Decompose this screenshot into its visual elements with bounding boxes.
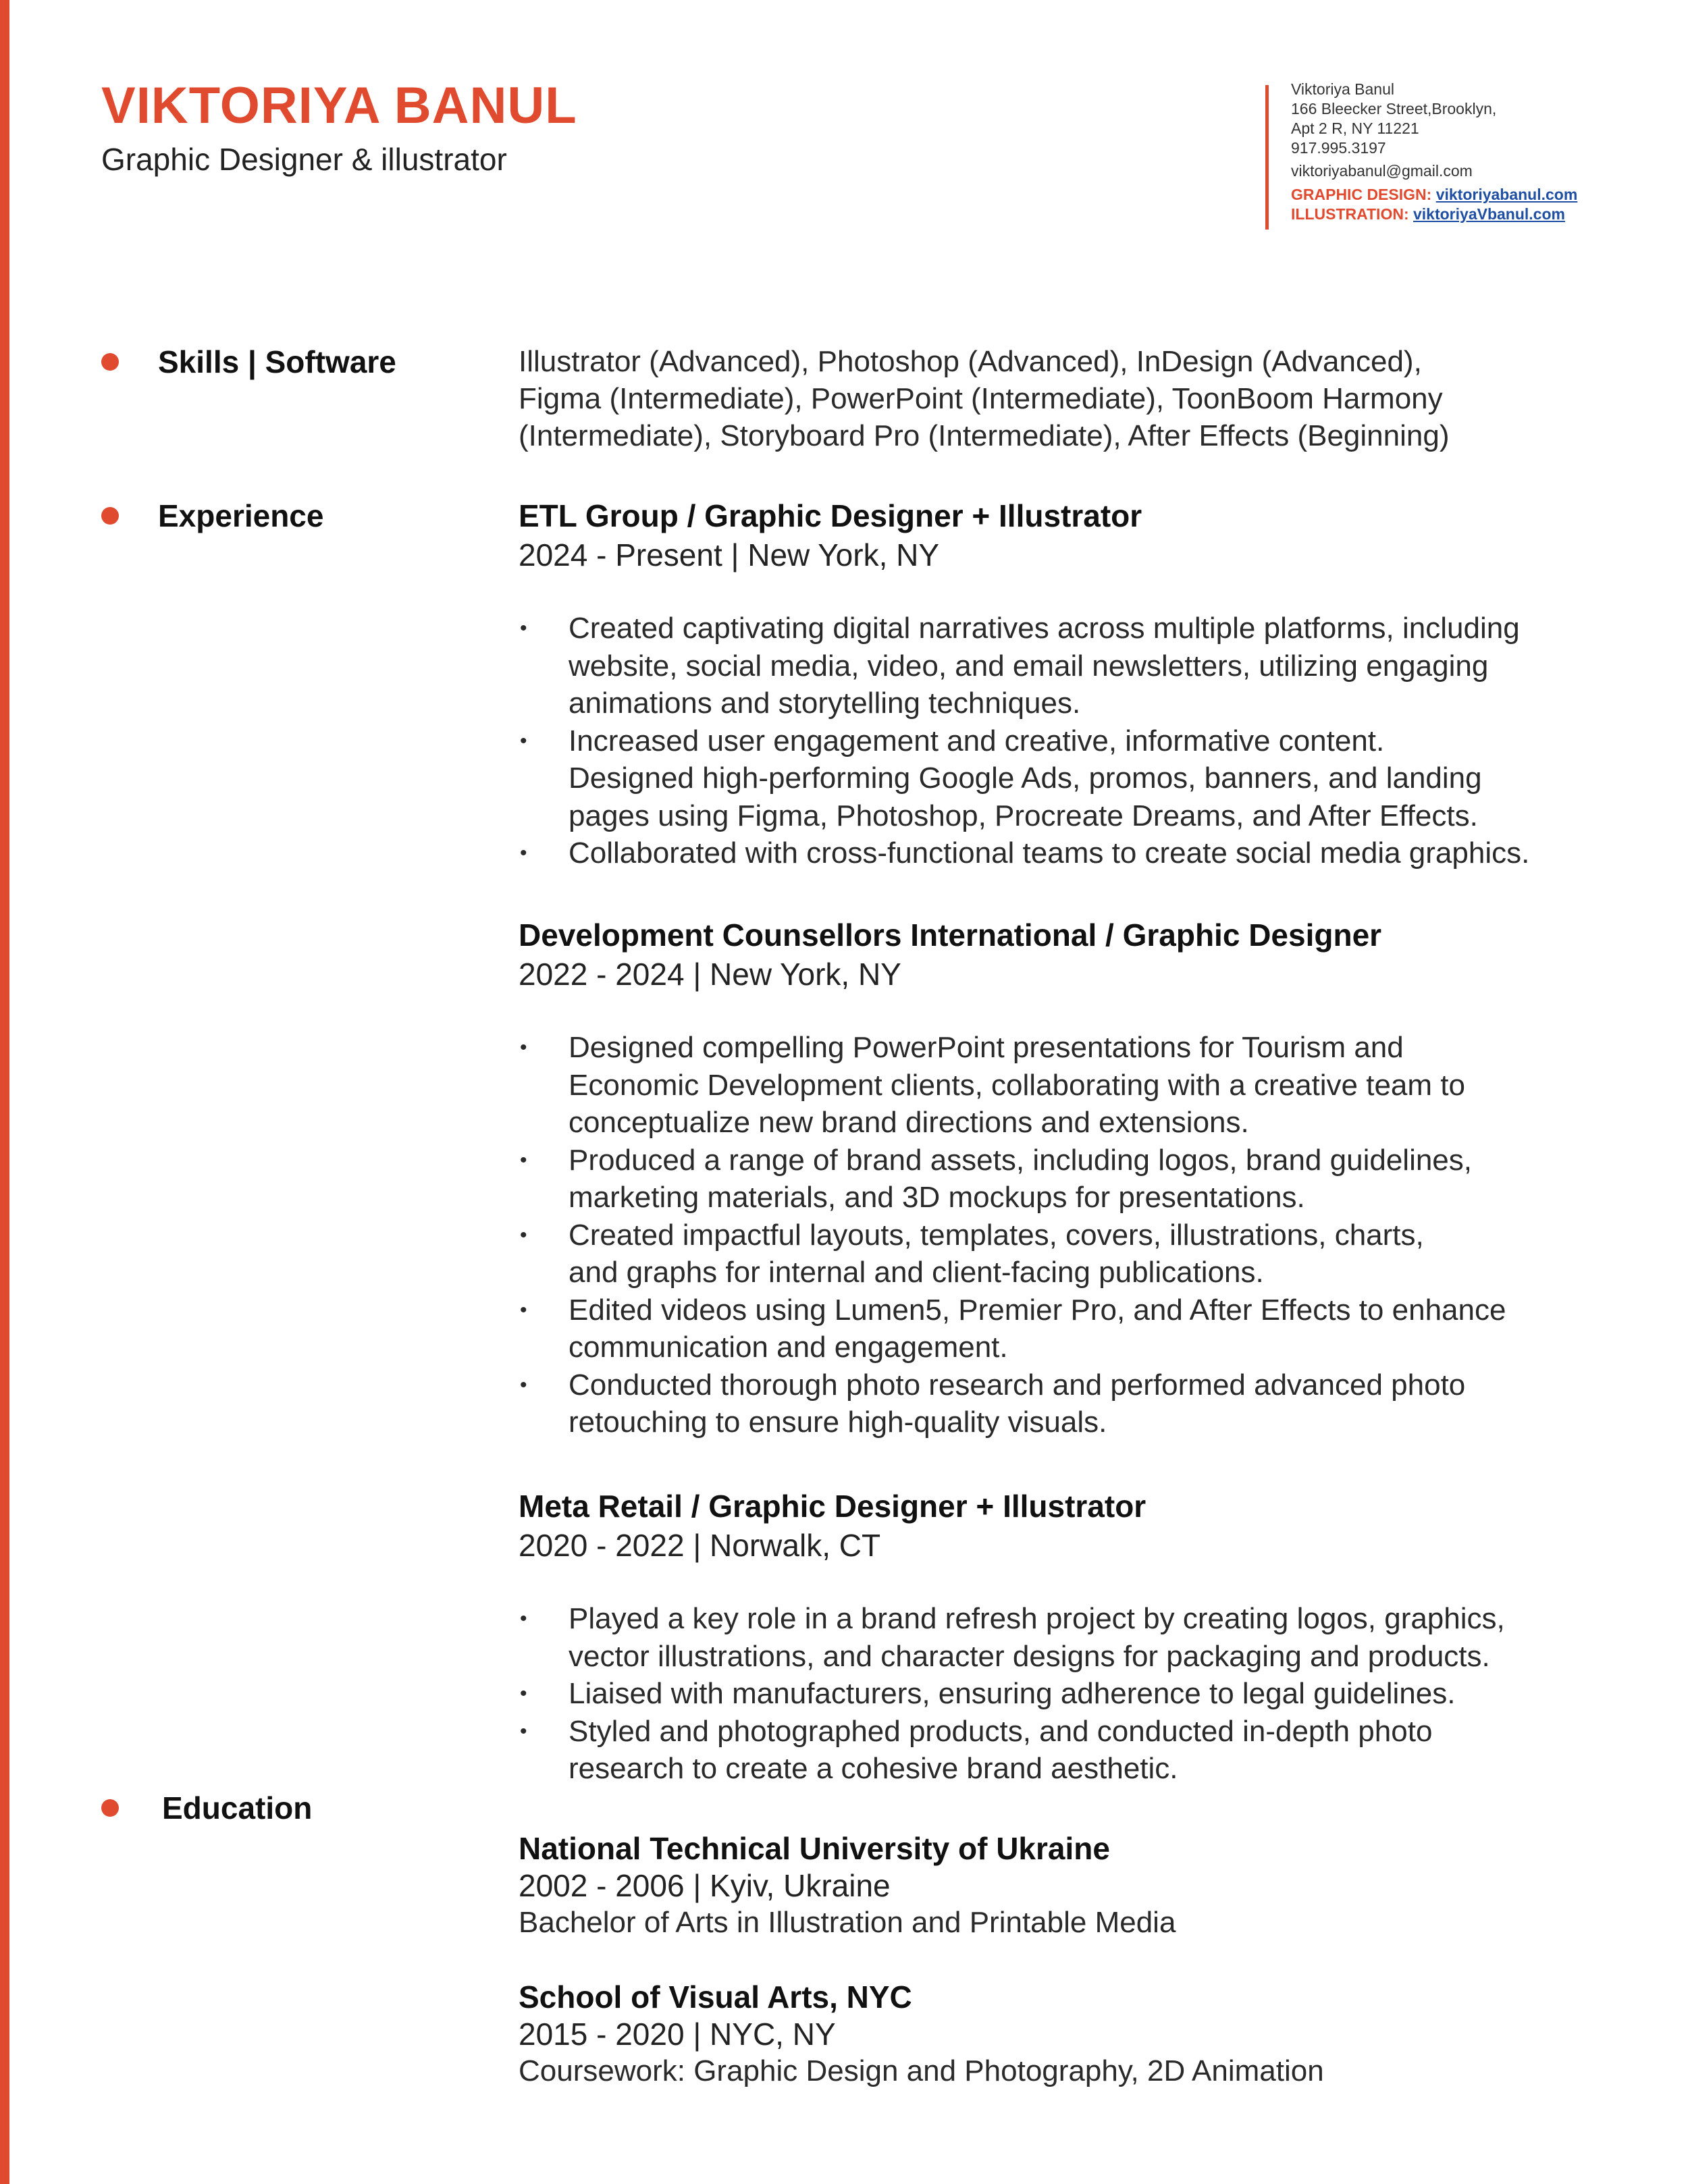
illustration-portfolio: [1291, 205, 1669, 224]
candidate-subtitle: Graphic Designer & illustrator: [101, 142, 507, 177]
list-item: [519, 1029, 1599, 1142]
list-item: [519, 1366, 1599, 1441]
education-sva: [519, 1977, 1599, 2089]
job-meta: 2024 - Present | New York, NY: [519, 537, 940, 572]
bullet-line: • Produced a range of brand assets, including logos, brand guidelines,: [569, 1143, 1473, 1177]
bullet-line: Economic Development clients, collaborating with a creative team to: [569, 1068, 1465, 1102]
graphic-design-link[interactable]: viktoriyabanul.com: [1435, 186, 1578, 203]
bullet-line: • Edited videos using Lumen5, Premier Pro, and After Effects to enhance: [569, 1293, 1506, 1327]
skills-content: [519, 343, 1599, 454]
list-item: [519, 1291, 1599, 1366]
bullet-line: vector illustrations, and character designs for packaging and products.: [569, 1639, 1490, 1673]
school-degree: Bachelor of Arts in Illustration and Printable Media: [519, 1906, 1176, 1939]
job-title: ETL Group / Graphic Designer + Illustrator: [519, 498, 1142, 533]
list-item: [519, 1217, 1599, 1291]
education-heading: [103, 1789, 312, 1827]
bullet-line: website, social media, video, and email newsletters, utilizing engaging: [569, 649, 1489, 683]
section-bullet-icon: [101, 353, 119, 371]
graphic-design-portfolio: [1291, 185, 1669, 205]
skills-line: Figma (Intermediate), PowerPoint (Intermediate), ToonBoom Harmony: [519, 382, 1443, 415]
contact-name: Viktoriya Banul: [1291, 80, 1394, 98]
list-item: [519, 834, 1599, 872]
skills-heading: [103, 343, 396, 381]
job-dci: [519, 915, 1599, 1441]
accent-bar: [0, 0, 9, 2184]
job-bullets: [519, 610, 1599, 872]
candidate-name: VIKTORIYA BANUL: [101, 77, 577, 134]
job-etl-group: [519, 496, 1599, 872]
bullet-line: • Created impactful layouts, templates, covers, illustrations, charts,: [569, 1218, 1424, 1252]
bullet-line: marketing materials, and 3D mockups for presentations.: [569, 1181, 1305, 1214]
bullet-line: • Increased user engagement and creative, informative content.: [569, 724, 1385, 757]
school-meta: 2015 - 2020 | NYC, NY: [519, 2017, 836, 2052]
job-meta: 2022 - 2024 | New York, NY: [519, 957, 901, 992]
section-bullet-icon: [101, 507, 119, 525]
school-name: School of Visual Arts, NYC: [519, 1979, 912, 2015]
job-bullets: [519, 1029, 1599, 1441]
contact-address-line2: Apt 2 R, NY 11221: [1291, 119, 1419, 137]
list-item: [519, 1675, 1599, 1713]
job-bullets: [519, 1600, 1599, 1788]
bullet-line: animations and storytelling techniques.: [569, 687, 1081, 720]
contact-phone: 917.995.3197: [1291, 139, 1386, 157]
job-meta-retail: [519, 1487, 1599, 1788]
school-meta: 2002 - 2006 | Kyiv, Ukraine: [519, 1868, 891, 1903]
education-heading-label: Education: [162, 1790, 313, 1826]
section-bullet-icon: [101, 1799, 119, 1817]
skills-heading-label: Skills | Software: [158, 344, 396, 379]
list-item: [519, 1142, 1599, 1217]
bullet-line: • Collaborated with cross-functional teams to create social media graphics.: [569, 836, 1530, 870]
contact-email: viktoriyabanul@gmail.com: [1291, 162, 1473, 180]
list-item: [519, 1600, 1599, 1675]
school-name: National Technical University of Ukraine: [519, 1831, 1110, 1866]
illustration-link[interactable]: viktoriyaVbanul.com: [1413, 205, 1565, 223]
bullet-line: • Conducted thorough photo research and performed advanced photo: [569, 1368, 1466, 1402]
bullet-line: pages using Figma, Photoshop, Procreate Dreams, and After Effects.: [569, 799, 1478, 832]
bullet-line: research to create a cohesive brand aesthetic.: [569, 1752, 1178, 1785]
bullet-line: communication and engagement.: [569, 1331, 1008, 1364]
bullet-line: Designed high-performing Google Ads, promos, banners, and landing: [569, 762, 1482, 795]
list-item: [519, 610, 1599, 722]
bullet-line: retouching to ensure high-quality visuals.: [569, 1406, 1107, 1439]
bullet-line: • Liaised with manufacturers, ensuring adherence to legal guidelines.: [569, 1677, 1456, 1710]
experience-heading-label: Experience: [158, 498, 324, 533]
list-item: [519, 722, 1599, 835]
education-ntuu: [519, 1829, 1599, 1941]
skills-line: Illustrator (Advanced), Photoshop (Advanced), InDesign (Advanced),: [519, 345, 1422, 378]
job-title: Meta Retail / Graphic Designer + Illustrator: [519, 1489, 1146, 1524]
bullet-line: conceptualize new brand directions and extensions.: [569, 1106, 1249, 1139]
contact-address-line1: 166 Bleecker Street,Brooklyn,: [1291, 100, 1497, 117]
job-meta: 2020 - 2022 | Norwalk, CT: [519, 1528, 881, 1563]
bullet-line: • Played a key role in a brand refresh project by creating logos, graphics,: [569, 1602, 1505, 1635]
bullet-line: • Styled and photographed products, and conducted in-depth photo: [569, 1714, 1433, 1748]
bullet-line: • Designed compelling PowerPoint presentations for Tourism and: [569, 1031, 1404, 1064]
contact-divider: [1265, 85, 1269, 230]
school-degree: Coursework: Graphic Design and Photography, 2D Animation: [519, 2054, 1324, 2087]
graphic-design-label: GRAPHIC DESIGN:: [1291, 186, 1432, 203]
bullet-line: and graphs for internal and client-facing publications.: [569, 1256, 1264, 1289]
bullet-line: • Created captivating digital narratives across multiple platforms, including: [569, 612, 1520, 645]
contact-block: [1291, 80, 1669, 224]
skills-line: (Intermediate), Storyboard Pro (Intermediate), After Effects (Beginning): [519, 419, 1450, 452]
illustration-label: ILLUSTRATION:: [1291, 205, 1409, 223]
experience-heading: [103, 497, 323, 535]
list-item: [519, 1713, 1599, 1788]
job-title: Development Counsellors International / Graphic Designer: [519, 917, 1382, 953]
